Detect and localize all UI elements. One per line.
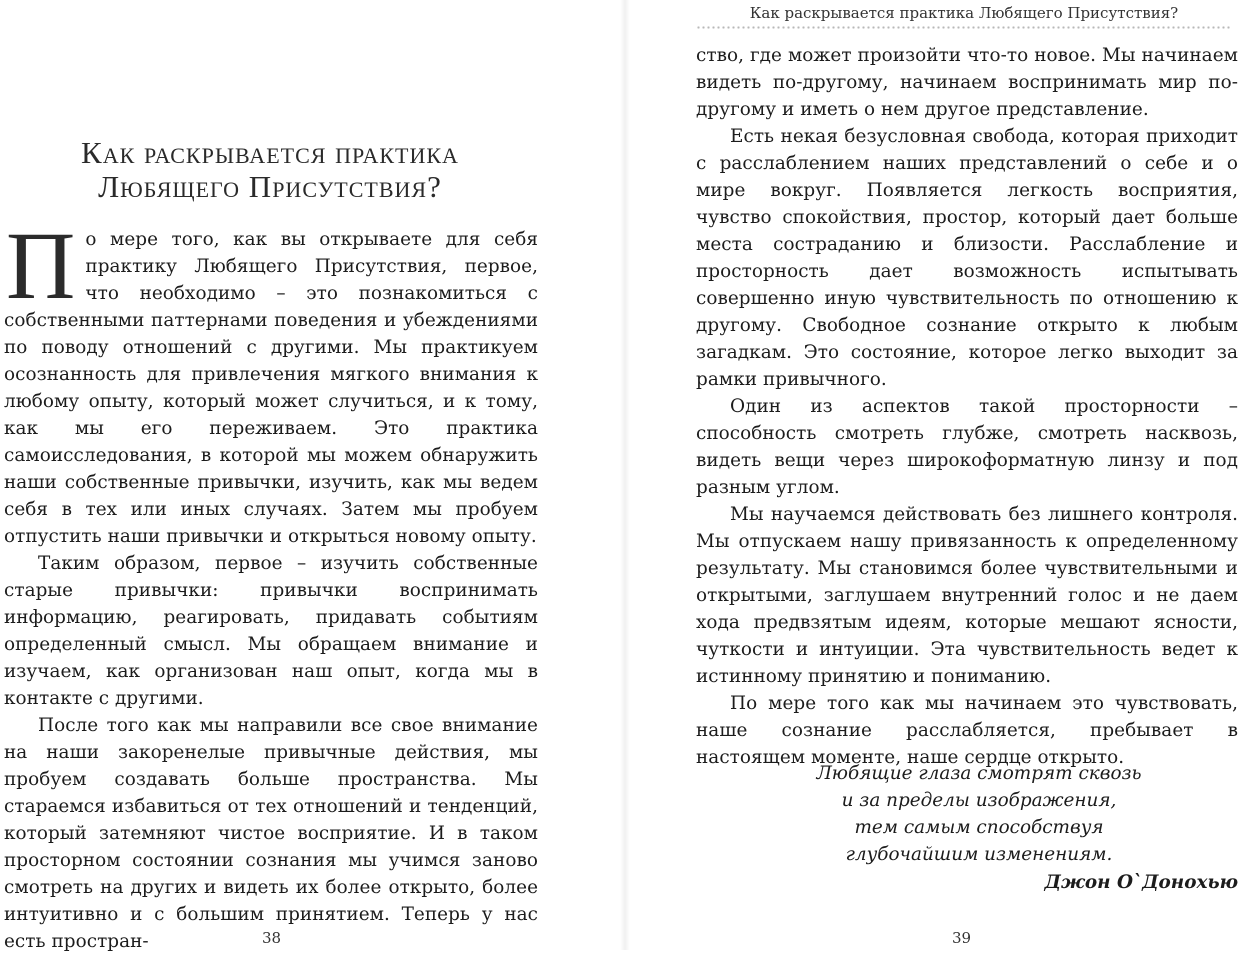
paragraph-1-text: о мере того, как вы открываете для себя практику Любящего Присутствия, первое, что необходимо – это познакомиться с собственными паттернами поведения и убеждениями по поводу отношений с другими. Мы практикуем осознанность для привлечения мягкого внимания к любому опыту, который может случиться, и к тому, как мы его переживаем. Это практика самоисследования, в которой мы можем обнаружить наши собственные привычки, изучить, как мы ведем себя в тех или иных случаях. Затем мы пробуем отпустить наши привычки и открыться новому опыту. xyxy=(4,229,538,547)
paragraph-feeling: По мере того как мы начинаем это чувствовать, наше сознание расслабляется, пребывает в настоящем моменте, наше сердце открыто. xyxy=(696,693,1238,768)
running-head-rule xyxy=(696,25,1232,30)
epigraph-line-3: тем самым способствуя xyxy=(854,817,1104,838)
left-body-text xyxy=(4,212,538,955)
paragraph-control: Мы научаемся действовать без лишнего контроля. Мы отпускаем нашу привязанность к определенному результату. Мы становимся более чувствительными и открытыми, заглушаем внутренний голос и не даем хода предвзятым идеям, которые мешают ясности, чуткости и интуиции. Эта чувствительность ведет к истинному принятию и пониманию. xyxy=(696,504,1238,687)
paragraph-1 xyxy=(4,212,538,550)
right-page xyxy=(624,0,1249,950)
drop-cap: П xyxy=(6,212,76,319)
chapter-title-line-1: Как раскрывается практика xyxy=(81,135,459,170)
paragraph-freedom: Есть некая безусловная свобода, которая приходит с расслаблением наших представлений о себе и о мире вокруг. Появляется легкость восприятия, чувство спокойствия, простор, который дает больше места состраданию и близости. Расслабление и просторность дает возможность испытывать совершенно иную чувствительность по отношению к другому. Свободное сознание открыто к любым загадкам. Это состояние, которое легко выходит за рамки привычного. xyxy=(696,126,1238,390)
paragraph-spaciousness: Один из аспектов такой просторности – способность смотреть глубже, смотреть насквозь, видеть вещи через широкоформатную линзу и под разным углом. xyxy=(696,396,1238,498)
epigraph-line-4: глубочайшим изменениям. xyxy=(845,844,1113,865)
chapter-title-line-2: Любящего Присутствия? xyxy=(98,169,442,204)
epigraph-line-2: и за пределы изображения, xyxy=(841,790,1117,811)
paragraph-3: После того как мы направили все свое внимание на наши закоренелые привычные действия, мы пробуем создавать больше пространства. Мы стараемся избавиться от тех отношений и тенденций, который затемняют чистое восприятие. И в таком просторном состоянии сознания мы учимся заново смотреть на других и видеть их более открыто, более интуитивно и с большим принятием. Теперь у нас есть простран- xyxy=(4,715,538,952)
page-number-right: 39 xyxy=(952,929,972,947)
paragraph-2: Таким образом, первое – изучить собственные старые привычки: привычки воспринимать информацию, реагировать, придавать событиям определенный смысл. Мы обращаем внимание и изучаем, как организован наш опыт, когда мы в контакте с другими. xyxy=(4,553,538,709)
epigraph xyxy=(696,760,1238,896)
paragraph-continued: ство, где может произойти что-то новое. Мы начинаем видеть по-другому, начинаем воспринимать мир по-другому и иметь о нем другое представление. xyxy=(696,45,1238,120)
running-head: Как раскрывается практика Любящего Присутствия? xyxy=(749,4,1179,22)
chapter-title xyxy=(0,136,540,204)
page-number-left: 38 xyxy=(262,929,282,947)
epigraph-author: Джон О`Донохью xyxy=(1044,872,1238,893)
right-body-text xyxy=(696,42,1238,771)
left-page xyxy=(0,0,624,950)
epigraph-line-1: Любящие глаза смотрят сквозь xyxy=(816,763,1142,784)
